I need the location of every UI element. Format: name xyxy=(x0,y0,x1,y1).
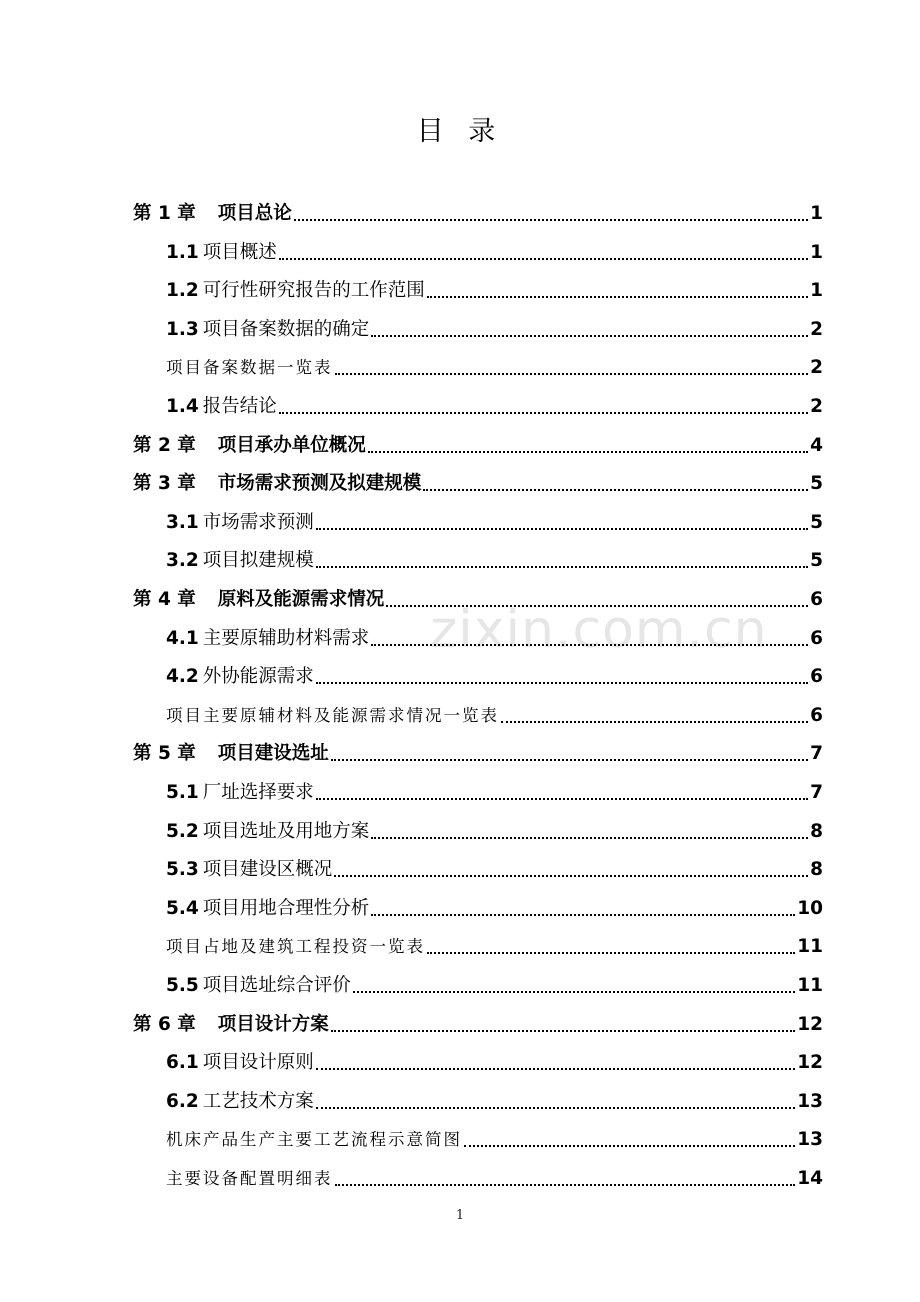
toc-entry-label: 报告结论 xyxy=(202,396,277,417)
toc-entry[interactable] xyxy=(166,1166,823,1192)
toc-entry-number: 1.3 xyxy=(166,318,199,340)
toc-entry[interactable] xyxy=(166,703,823,729)
dot-leader xyxy=(316,1068,795,1070)
toc-entry[interactable] xyxy=(166,896,823,922)
toc-entry-page: 7 xyxy=(810,782,823,803)
toc-entry-page: 1 xyxy=(810,280,823,302)
dot-leader xyxy=(371,914,795,916)
toc-entry[interactable] xyxy=(133,741,823,767)
toc-entry-page: 2 xyxy=(810,318,823,340)
toc-entry-number: 第 1 章 xyxy=(133,203,196,224)
toc-entry[interactable] xyxy=(166,355,823,381)
toc-entry-label: 项目概述 xyxy=(202,241,277,263)
toc-entry-number: 第 4 章 xyxy=(133,589,196,610)
toc-entry-page: 11 xyxy=(797,975,823,996)
toc-entry-label: 项目用地合理性分析 xyxy=(202,897,370,919)
toc-entry-number: 1.4 xyxy=(166,396,199,417)
toc-entry-number: 3.2 xyxy=(166,550,199,572)
toc-entry-number: 6.1 xyxy=(166,1052,199,1074)
toc-entry-page: 14 xyxy=(797,1168,823,1189)
dot-leader xyxy=(371,644,808,646)
toc-entry-label: 工艺技术方案 xyxy=(202,1090,314,1112)
toc-entry-label: 项目建设选址 xyxy=(217,743,329,765)
toc-entry-number: 第 6 章 xyxy=(133,1013,196,1035)
toc-entry-number: 1.2 xyxy=(166,280,199,302)
toc-entry-label: 项目占地及建筑工程投资一览表 xyxy=(166,937,425,957)
dot-leader xyxy=(279,258,808,260)
toc-entry-page: 4 xyxy=(810,434,823,456)
dot-leader xyxy=(316,566,808,568)
toc-entry-label: 机床产品生产主要工艺流程示意简图 xyxy=(166,1130,462,1150)
toc-entry-number: 第 2 章 xyxy=(133,434,196,456)
toc-entry-page: 6 xyxy=(810,704,823,726)
dot-leader xyxy=(335,1184,796,1186)
dot-leader xyxy=(427,952,795,954)
dot-leader xyxy=(279,412,808,414)
dot-leader xyxy=(316,528,808,530)
toc-entry-label: 项目选址综合评价 xyxy=(202,975,351,996)
toc-entry-page: 1 xyxy=(810,203,823,224)
dot-leader xyxy=(464,1145,795,1147)
toc-entry-page: 5 xyxy=(810,511,823,533)
toc-entry-label: 市场需求预测及拟建规模 xyxy=(217,473,422,495)
toc-entry-label: 可行性研究报告的工作范围 xyxy=(202,280,425,302)
toc-entry[interactable] xyxy=(166,240,823,266)
toc-entry-page: 13 xyxy=(797,1129,823,1151)
toc-entry-label: 项目总论 xyxy=(217,203,292,224)
toc-entry[interactable] xyxy=(166,278,823,304)
toc-entry-label: 项目备案数据一览表 xyxy=(166,358,333,378)
toc-entry-number: 5.1 xyxy=(166,782,199,803)
dot-leader xyxy=(371,335,808,337)
dot-leader xyxy=(316,798,808,800)
toc-entry[interactable] xyxy=(133,1012,823,1038)
toc-entry-number: 第 3 章 xyxy=(133,473,196,495)
toc-entry[interactable] xyxy=(166,1127,823,1153)
toc-entry-label: 项目设计方案 xyxy=(217,1013,329,1035)
dot-leader xyxy=(501,721,808,723)
toc-entry-number: 1.1 xyxy=(166,241,199,263)
toc-entry[interactable] xyxy=(166,394,823,420)
toc-entry-number: 4.2 xyxy=(166,666,199,688)
toc-entry[interactable] xyxy=(133,201,823,227)
toc-entry-page: 10 xyxy=(797,897,823,919)
toc-entry[interactable] xyxy=(133,471,823,497)
toc-entry[interactable] xyxy=(133,587,823,613)
toc-entry-number: 5.2 xyxy=(166,820,199,842)
toc-entry-page: 8 xyxy=(810,820,823,842)
toc-entry[interactable] xyxy=(166,1089,823,1115)
dot-leader xyxy=(331,759,808,761)
toc-entry-page: 6 xyxy=(810,627,823,649)
toc-entry-page: 5 xyxy=(810,550,823,572)
toc-entry-label: 项目建设区概况 xyxy=(202,859,333,881)
toc-entry-label: 原料及能源需求情况 xyxy=(217,589,385,610)
toc-entry[interactable] xyxy=(166,934,823,960)
toc-entry-label: 主要原辅助材料需求 xyxy=(202,627,370,649)
toc-entry-number: 5.3 xyxy=(166,859,199,881)
toc-entry-number: 6.2 xyxy=(166,1090,199,1112)
toc-entry-page: 5 xyxy=(810,473,823,495)
toc-entry-page: 6 xyxy=(810,589,823,610)
toc-entry-page: 2 xyxy=(810,357,823,379)
toc-entry[interactable] xyxy=(166,626,823,652)
dot-leader xyxy=(371,837,808,839)
toc-entry[interactable] xyxy=(166,548,823,574)
toc-entry-page: 8 xyxy=(810,859,823,881)
toc-entry-label: 外协能源需求 xyxy=(202,666,314,688)
watermark: zixin.com.cn xyxy=(430,600,768,660)
toc-entry-page: 12 xyxy=(797,1052,823,1074)
toc-entry-page: 6 xyxy=(810,666,823,688)
toc-entry-number: 3.1 xyxy=(166,511,199,533)
toc-entry-label: 项目拟建规模 xyxy=(202,550,314,572)
dot-leader xyxy=(423,489,808,491)
toc-entry[interactable] xyxy=(166,857,823,883)
toc-entry-number: 5.4 xyxy=(166,897,199,919)
toc-entry-label: 项目主要原辅材料及能源需求情况一览表 xyxy=(166,705,499,725)
toc-entry-page: 13 xyxy=(797,1090,823,1112)
dot-leader xyxy=(353,991,795,993)
toc-entry-page: 12 xyxy=(797,1013,823,1035)
page-number: 1 xyxy=(455,1208,465,1223)
toc-entry-number: 4.1 xyxy=(166,627,199,649)
toc-entry[interactable] xyxy=(166,780,823,806)
dot-leader xyxy=(334,875,808,877)
page-title: 目 录 xyxy=(416,116,504,147)
toc-entry[interactable] xyxy=(166,1050,823,1076)
toc-entry-page: 11 xyxy=(797,936,823,958)
toc-entry-number: 第 5 章 xyxy=(133,743,196,765)
dot-leader xyxy=(316,1107,795,1109)
toc-entry-page: 2 xyxy=(810,396,823,417)
toc-entry-page: 7 xyxy=(810,743,823,765)
dot-leader xyxy=(294,219,808,221)
toc-entry-number: 5.5 xyxy=(166,975,199,996)
toc-entry-label: 厂址选择要求 xyxy=(202,782,314,803)
dot-leader xyxy=(427,296,808,298)
toc-entry-page: 1 xyxy=(810,241,823,263)
dot-leader xyxy=(331,1030,795,1032)
toc-entry[interactable] xyxy=(166,510,823,536)
toc-entry-label: 市场需求预测 xyxy=(202,511,314,533)
toc-entry-label: 项目选址及用地方案 xyxy=(202,820,370,842)
dot-leader xyxy=(335,373,809,375)
toc-entry-label: 项目设计原则 xyxy=(202,1052,314,1074)
toc-entry-label: 主要设备配置明细表 xyxy=(166,1169,333,1188)
dot-leader xyxy=(386,605,808,607)
dot-leader xyxy=(368,451,808,453)
dot-leader xyxy=(316,682,808,684)
toc-entry[interactable] xyxy=(133,433,823,459)
toc-entry[interactable] xyxy=(166,664,823,690)
toc-entry-label: 项目承办单位概况 xyxy=(217,434,366,456)
toc-entry[interactable] xyxy=(166,819,823,845)
toc-entry-label: 项目备案数据的确定 xyxy=(202,318,370,340)
toc-entry[interactable] xyxy=(166,317,823,343)
toc-entry[interactable] xyxy=(166,973,823,999)
